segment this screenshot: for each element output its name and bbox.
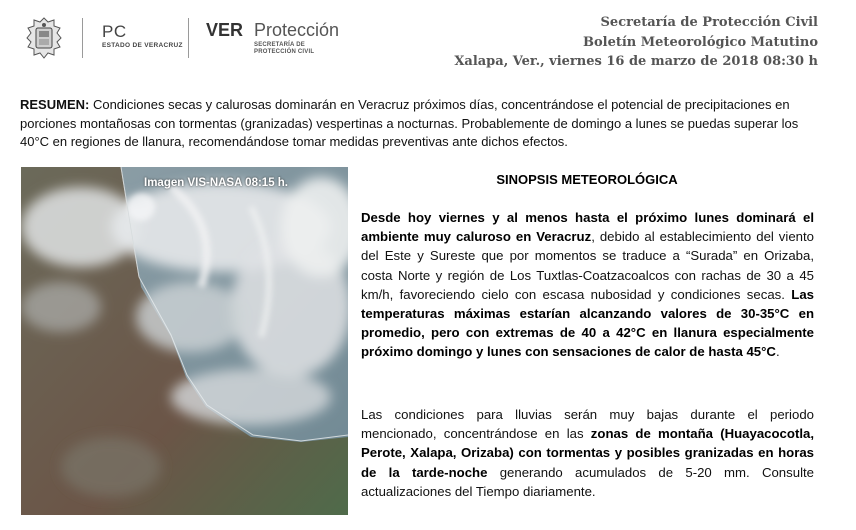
ver-logo-subtitle-line2: PROTECCIÓN CIVIL: [254, 49, 315, 55]
satellite-image: [21, 167, 348, 515]
sinopsis-p1-text-1: , debido al establecimiento del viento del Este y Sureste que por momentos se traduce a “Surada” en Orizaba, costa Norte y región de Los Tuxtlas-Coatzacoalcos con rachas de 30 a 45 km/h, favoreciendo cielo con escasa nubosidad y condiciones secas.: [361, 229, 814, 302]
veracruz-seal-logo: [24, 16, 64, 60]
sinopsis-title: SINOPSIS METEOROLÓGICA: [496, 172, 678, 187]
header-bulletin-title: Boletín Meteorológico Matutino: [582, 35, 818, 50]
ver-logo-light: Protección: [254, 20, 340, 40]
header-dateline: Xalapa, Ver., viernes 16 de marzo de 2018 08:30 h: [454, 54, 818, 69]
sinopsis-paragraph-1: [361, 208, 814, 362]
sinopsis-p2-text-1: Las condiciones para lluvias serán muy bajas durante el periodo mencionado, concentrándose en las: [361, 407, 814, 442]
sinopsis-paragraph-2: [361, 405, 814, 501]
sinopsis-p1-text-2: .: [775, 344, 780, 360]
summary-paragraph: [20, 96, 828, 152]
sinopsis-p1-bold-1: Desde hoy viernes y al menos hasta el próximo lunes dominará el ambiente muy caluroso en Veracruz: [361, 210, 814, 245]
sinopsis-p2-text-2: generando acumulados de 5-20 mm. Consulte actualizaciones del Tiempo diariamente.: [361, 464, 814, 499]
summary-label: RESUMEN:: [20, 97, 90, 112]
header-organization: Secretaría de Protección Civil: [600, 15, 818, 30]
summary-text: Condiciones secas y calurosas dominarán en Veracruz próximos días, concentrándose el potencial de precipitaciones en porciones montañosas con tormentas (granizadas) vespertinas a nocturnas. Probablemente de domingo a lunes se puedas superar los 40°C en regiones de llanura, recomendándose tomar medidas preventivas ante dichos efectos.: [20, 97, 799, 149]
pc-logo-title: PC: [102, 22, 127, 41]
header-divider-1: [82, 18, 83, 58]
sinopsis-p1-bold-2: Las temperaturas máximas estarían alcanzando valores de 30-35°C en promedio, pero con extremas de 40 a 42°C en llanura especialmente próximo domingo y lunes con sensaciones de calor de hasta 45°C: [361, 286, 814, 360]
ver-logo-strong: VER: [206, 20, 244, 40]
ver-logo-subtitle-line1: SECRETARÍA DE: [254, 42, 305, 48]
pc-logo-subtitle: ESTADO DE VERACRUZ: [102, 42, 183, 49]
sinopsis-p2-bold-1: zonas de montaña (Huayacocotla, Perote, Xalapa, Orizaba) con tormentas y posibles granizadas en horas de la tarde-noche: [361, 426, 814, 480]
ver-logo-subtitle: [254, 42, 314, 56]
satellite-caption: Imagen VIS-NASA 08:15 h.: [144, 177, 289, 189]
header-divider-2: [188, 18, 189, 58]
